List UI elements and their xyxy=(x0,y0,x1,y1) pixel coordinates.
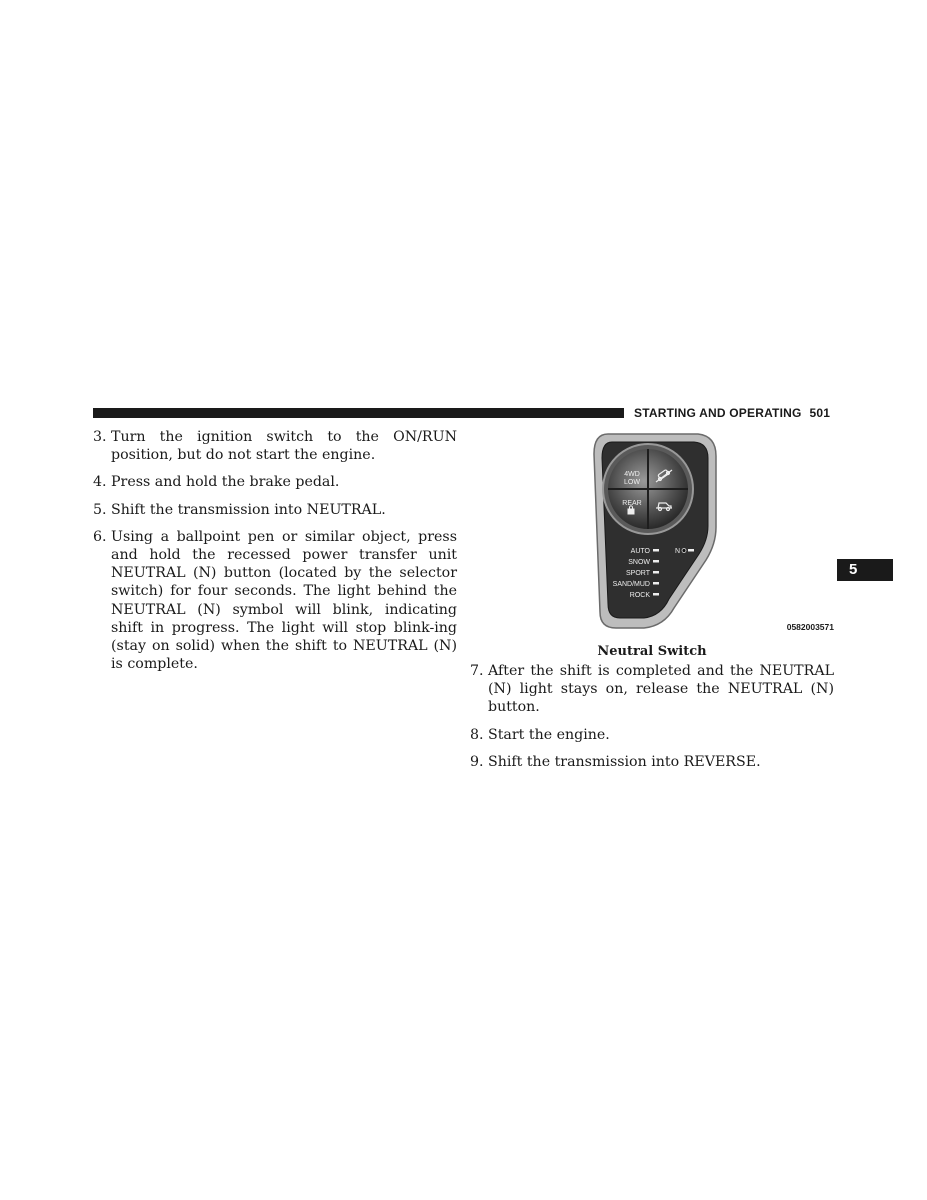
step-text: Using a ballpoint pen or similar object, press and hold the recessed power transfer unit NEUTRAL (N) button (located by the selector switch) for four seconds. The light behind the NEUTRAL (N) symbol will blink, indicating shift in progress. The light will stop blink-ing (stay on solid) when the shift to NEUTRAL (N) is complete. xyxy=(111,528,457,673)
neutral-button xyxy=(682,549,686,553)
figure-caption: Neutral Switch xyxy=(597,644,707,659)
steps-left-column xyxy=(93,428,457,682)
step-text: Shift the transmission into REVERSE. xyxy=(488,753,761,770)
knob-label-rear: REAR xyxy=(622,500,642,507)
step-text: Start the engine. xyxy=(488,726,610,743)
step-number: 7. xyxy=(470,663,484,679)
step-item xyxy=(93,473,457,491)
mode-indicator-snow xyxy=(653,560,659,563)
figure-code: 0582003571 xyxy=(786,622,834,632)
neutral-indicator xyxy=(688,549,694,552)
step-number: 4. xyxy=(93,474,107,491)
step-number: 8. xyxy=(470,726,484,743)
page-number: 501 xyxy=(809,406,831,420)
step-text: Shift the transmission into NEUTRAL. xyxy=(111,501,386,518)
step-text: After the shift is completed and the NEUTRAL (N) light stays on, release the NEUTRAL (N) button. xyxy=(488,663,834,716)
section-title: STARTING AND OPERATING xyxy=(634,406,802,420)
step-text: Turn the ignition switch to the ON/RUN position, but do not start the engine. xyxy=(111,429,457,464)
step-number: 9. xyxy=(470,753,484,770)
step-number: 5. xyxy=(93,501,107,518)
knob-label-4wd: 4WD xyxy=(624,471,640,478)
mode-label-auto: AUTO xyxy=(630,548,650,555)
step-item xyxy=(93,501,457,519)
mode-label-snow: SNOW xyxy=(628,559,650,566)
mode-indicator-rock xyxy=(653,593,659,596)
mode-label-sand-mud: SAND/MUD xyxy=(612,581,650,588)
step-number: 3. xyxy=(93,429,107,445)
neutral-label: N xyxy=(675,548,681,555)
chapter-tab: 5 xyxy=(837,559,893,581)
step-text: Press and hold the brake pedal. xyxy=(111,474,340,491)
neutral-switch-figure xyxy=(570,432,834,637)
mode-indicator-sport xyxy=(653,571,659,574)
step-item xyxy=(93,528,457,674)
step-item xyxy=(93,428,457,464)
mode-indicator-auto xyxy=(653,549,659,552)
mode-indicator-sand-mud xyxy=(653,582,659,585)
step-number: 6. xyxy=(93,528,107,545)
step-item xyxy=(470,662,834,717)
step-item xyxy=(470,753,834,771)
mode-label-sport: SPORT xyxy=(626,570,650,577)
steps-right-column xyxy=(470,662,834,780)
running-header xyxy=(634,406,830,420)
header-rule xyxy=(93,408,624,418)
mode-label-rock: ROCK xyxy=(629,592,650,599)
switch-panel-illustration xyxy=(570,432,834,637)
knob-label-low: LOW xyxy=(624,479,640,486)
step-item xyxy=(470,726,834,744)
